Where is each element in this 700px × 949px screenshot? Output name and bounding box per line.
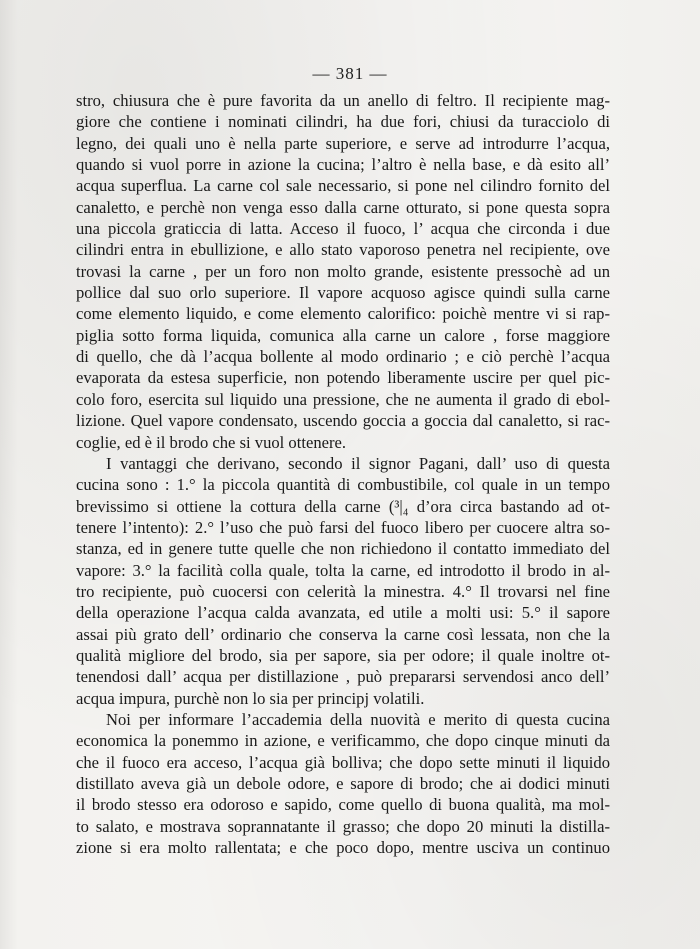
text-line: lizione. Quel vapore condensato, uscendo goccia a goccia dal canaletto, si rac- xyxy=(76,411,610,431)
text-line: colo foro, esercita sul liquido una pressione, che ne aumenta il grado di ebol- xyxy=(76,389,610,409)
text-line: cilindri entra in ebullizione, e allo stato vaporoso penetra nel recipiente, ove xyxy=(76,240,610,260)
text-line: vapore: 3.° la facilità colla quale, tolta la carne, ed introdotto il brodo in al- xyxy=(76,560,610,580)
text-line: I vantaggi che derivano, secondo il signor Pagani, dall’ uso di questa xyxy=(106,453,610,473)
text-line: cucina sono : 1.° la piccola quantità di combustibile, col quale in un tempo xyxy=(76,475,610,495)
text-line: legno, dei quali uno è nella parte superiore, e serve ad introdurre l’acqua, xyxy=(76,133,610,153)
text-line: della operazione l’acqua calda avanzata, ed utile a molti usi: 5.° il sapore xyxy=(76,603,610,623)
text-line: stro, chiusura che è pure favorita da un anello di feltro. Il recipiente mag- xyxy=(76,91,610,110)
body-text xyxy=(76,90,610,858)
text-line: assai più grato dell’ ordinario che conserva la carne così lessata, non che la xyxy=(76,624,610,644)
text-line: trovasi la carne , per un foro non molto grande, esistente pressochè ad un xyxy=(76,261,610,281)
text-line: zione si era molto rallentata; e che poco dopo, mentre usciva un continuo xyxy=(76,838,610,858)
text-line: il brodo stesso era odoroso e sapido, come quello di buona qualità, ma mol- xyxy=(76,795,610,815)
text-line: coglie, ed è il brodo che si vuol ottenere. xyxy=(76,432,347,452)
text-line: Noi per informare l’accademia della nuovità e merito di questa cucina xyxy=(106,709,610,729)
text-line: tenere l’intento): 2.° l’uso che può farsi del fuoco libero per cuocere altra so- xyxy=(76,517,610,537)
text-line: economica la ponemmo in azione, e verificammo, che dopo cinque minuti da xyxy=(76,731,610,751)
text-line: evaporata da estesa superficie, non potendo liberamente uscire per quel pic- xyxy=(76,368,610,388)
text-line: pollice dal suo orlo superiore. Il vapore acquoso agisce quindi sulla carne xyxy=(76,283,610,303)
text-line: qualità migliore del brodo, sia per sapore, sia per odore; il quale inoltre ot- xyxy=(76,645,610,665)
text-line: quando si vuol porre in azione la cucina; l’altro è nella base, e dà esito all’ xyxy=(76,155,610,175)
text-line: acqua impura, purchè non lo sia per principj volatili. xyxy=(76,688,425,708)
page-number: — 381 — xyxy=(312,64,388,83)
text-line: tenendosi dall’ acqua per distillazione , può prepararsi servendosi anco dell’ xyxy=(76,667,610,687)
text-line: come elemento liquido, e come elemento calorifico: poichè mentre vi si rap- xyxy=(76,304,610,324)
text-line: di quello, che dà l’acqua bollente al modo ordinario ; e ciò perchè l’acqua xyxy=(76,347,610,367)
text-line: piglia sotto forma liquida, comunica alla carne un calore , forse maggiore xyxy=(76,325,610,345)
text-line: che il fuoco era acceso, l’acqua già bolliva; che dopo sette minuti il liquido xyxy=(76,752,610,772)
text-line: giore che contiene i nominati cilindri, ha due fori, chiusi da turacciolo di xyxy=(76,112,610,132)
text-line: to salato, e mostrava soprannatante il grasso; che dopo 20 minuti la distilla- xyxy=(76,816,610,836)
text-line: brevissimo si ottiene la cottura della carne (³|₄ d’ora circa bastando ad ot- xyxy=(76,496,610,516)
text-line: distillato aveva già un debole odore, e sapore di brodo; che ai dodici minuti xyxy=(76,774,610,793)
text-line: canaletto, e perchè non venga esso dalla carne otturato, si pone questa sopra xyxy=(76,197,610,217)
text-line: una piccola graticcia di latta. Acceso il fuoco, l’ acqua che circonda i due xyxy=(76,219,610,239)
text-line: acqua superflua. La carne col sale necessario, si pone nel cilindro fornito del xyxy=(76,176,610,196)
text-line: tro recipiente, può cuocersi con celerità la minestra. 4.° Il trovarsi nel fine xyxy=(76,581,610,601)
text-line: stanza, ed in genere tutte quelle che non richiedono il contatto immediato del xyxy=(76,539,610,559)
